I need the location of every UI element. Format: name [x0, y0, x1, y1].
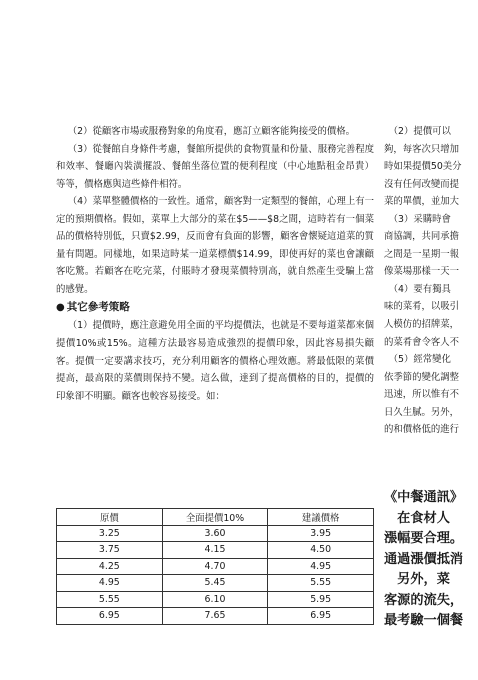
price-table [56, 508, 374, 625]
table-cell: 6.10 [162, 591, 268, 608]
notice-line: 另外，菜 [384, 572, 450, 587]
table-cell: 4.70 [162, 558, 268, 575]
bullet-icon: ● [56, 302, 65, 314]
right-line: （5）經常變化 [384, 354, 451, 366]
right-column [384, 123, 478, 439]
table-cell: 6.95 [268, 608, 374, 625]
table-cell: 4.95 [268, 558, 374, 575]
right-line: 的菜肴會令客人不 [384, 336, 460, 348]
right-line: （2）提價可以 [384, 126, 451, 137]
paragraph-2: （2）從顧客市場或服務對象的角度看，應訂立顧客能夠接受的價格。 [67, 126, 355, 137]
table-cell: 4.50 [268, 542, 374, 559]
table-row [57, 575, 374, 592]
notice-block [384, 488, 478, 632]
right-line: 依季節的變化調整 [384, 371, 460, 383]
table-cell: 4.15 [162, 542, 268, 559]
table-cell: 3.25 [57, 525, 163, 542]
left-column [56, 123, 374, 405]
paragraph-4: （4）菜單整體價格的一致性。通常，顧客對一定類型的餐館，心理上有一定的預期價格。假如，菜單上大部分的菜在$5——$8之間，這時若有一個菜品的價格特別低，只賣$2.99，反而會有負面的影響，顧客會懷疑這道菜的質量有問題。同樣地，如果這時某一道菜標價$14.99，即使再好的菜也會讓顧客吃驚。若顧客在吃完菜，付賬時才發現菜價特別高，就自然產生受騙上當的感覺。 [56, 196, 374, 295]
notice-line: 《中餐通訊》 [384, 490, 464, 505]
right-line: 的和價格低的進行 [384, 424, 460, 436]
section-title-text: 其它參考策略 [66, 301, 130, 314]
right-line: （3）采購時會 [384, 213, 451, 225]
table-row [57, 558, 374, 575]
table-cell: 3.95 [268, 525, 374, 542]
table-row [57, 608, 374, 625]
right-line: 時如果提價50美分 [384, 161, 462, 173]
notice-line: 在食材人 [384, 510, 450, 526]
header-flat-increase: 全面提價10% [162, 509, 268, 526]
table-header-row [57, 509, 374, 526]
right-line: 商協調，共同承擔 [384, 231, 460, 243]
section-heading [56, 298, 374, 317]
right-line: 菜的單價，並加大 [384, 196, 460, 208]
right-line: 人模仿的招牌菜， [384, 319, 460, 331]
table-cell: 5.55 [268, 575, 374, 592]
table-cell: 4.25 [57, 558, 163, 575]
table-cell: 3.75 [57, 542, 163, 559]
right-line: 像菜場那樣一天一 [384, 266, 460, 278]
table-cell: 5.55 [57, 591, 163, 608]
right-line: 之間是一星期一報 [384, 248, 460, 260]
table-cell: 4.95 [57, 575, 163, 592]
right-line: 日久生膩。另外， [384, 406, 460, 418]
table-cell: 3.60 [162, 525, 268, 542]
table-cell: 5.95 [268, 591, 374, 608]
table-cell: 6.95 [57, 608, 163, 625]
notice-line: 最考驗一個餐 [384, 613, 464, 628]
table-cell: 5.45 [162, 575, 268, 592]
table-row [57, 591, 374, 608]
right-line: 沒有任何改變而提 [384, 178, 460, 190]
right-line: 味的菜肴，以吸引 [384, 301, 460, 313]
table-row [57, 542, 374, 559]
right-line: 迅速，所以惟有不 [384, 389, 460, 401]
right-line: 夠，每客次只增加 [384, 143, 460, 155]
header-suggested-price: 建議價格 [268, 509, 374, 526]
table-cell: 7.65 [162, 608, 268, 625]
right-line: （4）要有獨具 [384, 283, 451, 295]
header-original-price: 原價 [57, 509, 163, 526]
notice-line: 通過漲價抵消 [384, 551, 464, 567]
section-paragraph: （1）提價時，應注意避免用全面的平均提價法，也就是不要每道菜都來個提價10%或15%。這種方法最容易造成強烈的提價印象，因此容易損失顧客。提價一定要講求技巧，充分利用顧客的價格心理效應。將最低限的菜價提高，最高限的菜價則保持不變。這么做，達到了提高價格的目的，提價的印象卻不明顯。顧客也較容易接受。如： [56, 320, 374, 402]
table-row [57, 525, 374, 542]
notice-line: 漲幅要合理。 [384, 531, 464, 546]
paragraph-3: （3）從餐館自身條件考慮，餐館所提供的食物質量和份量、服務完善程度和效率、餐廳內裝潢擺設、餐館坐落位置的便利程度（中心地點租金昂貴）等等，價格應與這些條件相符。 [56, 143, 374, 190]
notice-line: 客源的流失， [384, 592, 464, 608]
